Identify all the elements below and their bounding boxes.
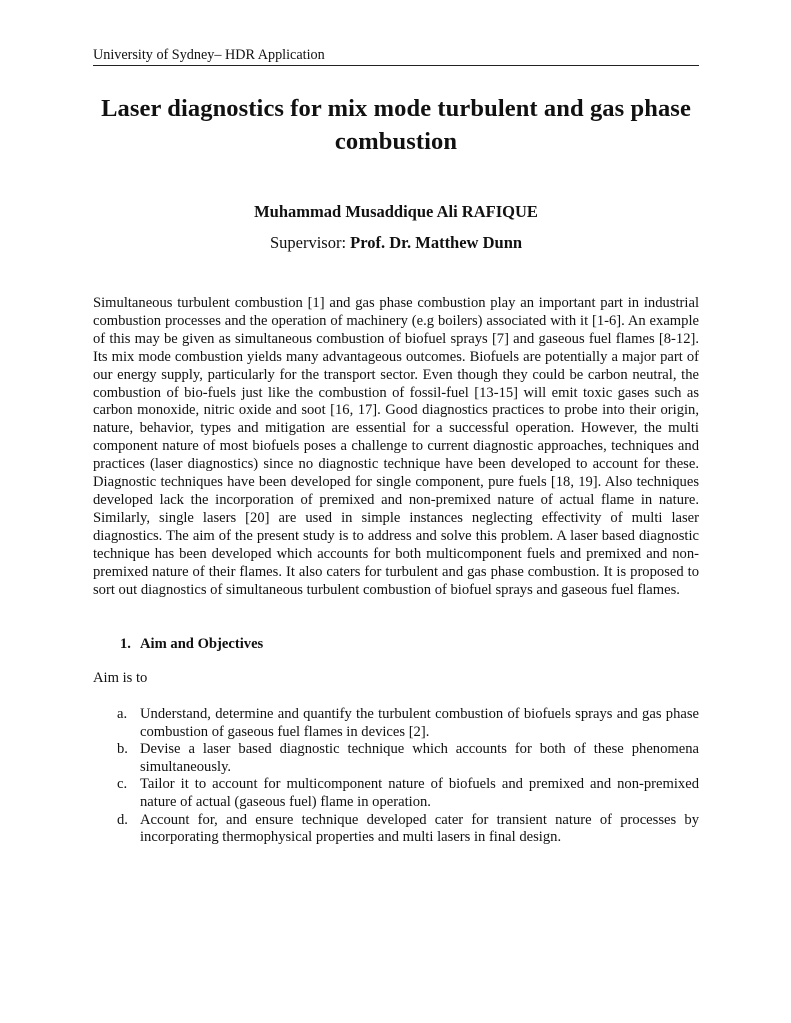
supervisor-line <box>93 233 699 253</box>
objective-item <box>117 776 699 811</box>
objective-item <box>117 706 699 741</box>
list-marker: a. <box>117 706 128 722</box>
list-marker: b. <box>117 741 128 758</box>
objective-text: Devise a laser based diagnostic technique which accounts for both of these phenomena simultaneously. <box>140 741 699 775</box>
intro-paragraph: Simultaneous turbulent combustion [1] and gas phase combustion play an important part in industrial combustion processes and the operation of machinery (e.g boilers) associated with it [1-6]. An example of this may be given as simultaneous combustion of biofuel sprays [7] and gaseous fuel flames [8-12]. Its mix mode combustion yields many advantageous outcomes. Biofuels are potentially a major part of our energy supply, particularly for the transport sector. Even though they could be carbon neutral, the combustion of bio-fuels just like the combustion of fossil-fuel [13-15] will emit toxic gases such as carbon monoxide, nitric oxide and soot [16, 17]. Good diagnostics practices to probe into their origin, nature, behavior, types and mitigation are essential for a successful operation. However, the multi component nature of most biofuels poses a challenge to current diagnostic approaches, techniques and practices (laser diagnostics) since no diagnostic technique have been developed to account for these. Diagnostic techniques have been developed for single component, pure fuels [18, 19]. Also techniques developed lack the incorporation of premixed and non-premixed nature of actual flame in nature. Similarly, single lasers [20] are used in simple instances neglecting effectivity of multi laser diagnostics. The aim of the present study is to address and solve this problem. A laser based diagnostic technique has been developed which accounts for both multicomponent fuels and premixed and non-premixed nature of their flames. It also caters for turbulent and gas phase combustion. It is proposed to sort out diagnostics of simultaneous turbulent combustion of biofuel sprays and gaseous fuel flames. <box>93 295 699 598</box>
aim-intro-text: Aim is to <box>93 670 148 686</box>
supervisor-name: Prof. Dr. Matthew Dunn <box>350 233 523 252</box>
objectives-list <box>117 706 699 847</box>
section-heading-aim-objectives <box>120 635 263 653</box>
objective-text: Account for, and ensure technique developed cater for transient nature of processes by incorporating thermophysical properties and multi lasers in final design. <box>140 811 699 846</box>
objective-text: Understand, determine and quantify the turbulent combustion of biofuels sprays and gas phase combustion of gaseous fuel flames in devices [2]. <box>140 706 699 740</box>
section-title: Aim and Objectives <box>140 636 264 652</box>
objective-item <box>117 812 699 847</box>
page-header: University of Sydney– HDR Application <box>93 47 699 66</box>
objective-item <box>117 741 699 776</box>
objective-text: Tailor it to account for multicomponent nature of biofuels and premixed and non-premixed nature of actual (gaseous fuel) flame in operation. <box>140 776 699 810</box>
list-marker: c. <box>117 776 128 793</box>
document-title: Laser diagnostics for mix mode turbulent and gas phase combustion <box>101 95 691 155</box>
supervisor-label: Supervisor: <box>269 233 351 252</box>
section-number: 1. <box>120 636 131 652</box>
author-name: Muhammad Musaddique Ali RAFIQUE <box>254 202 538 221</box>
list-marker: d. <box>117 811 128 828</box>
